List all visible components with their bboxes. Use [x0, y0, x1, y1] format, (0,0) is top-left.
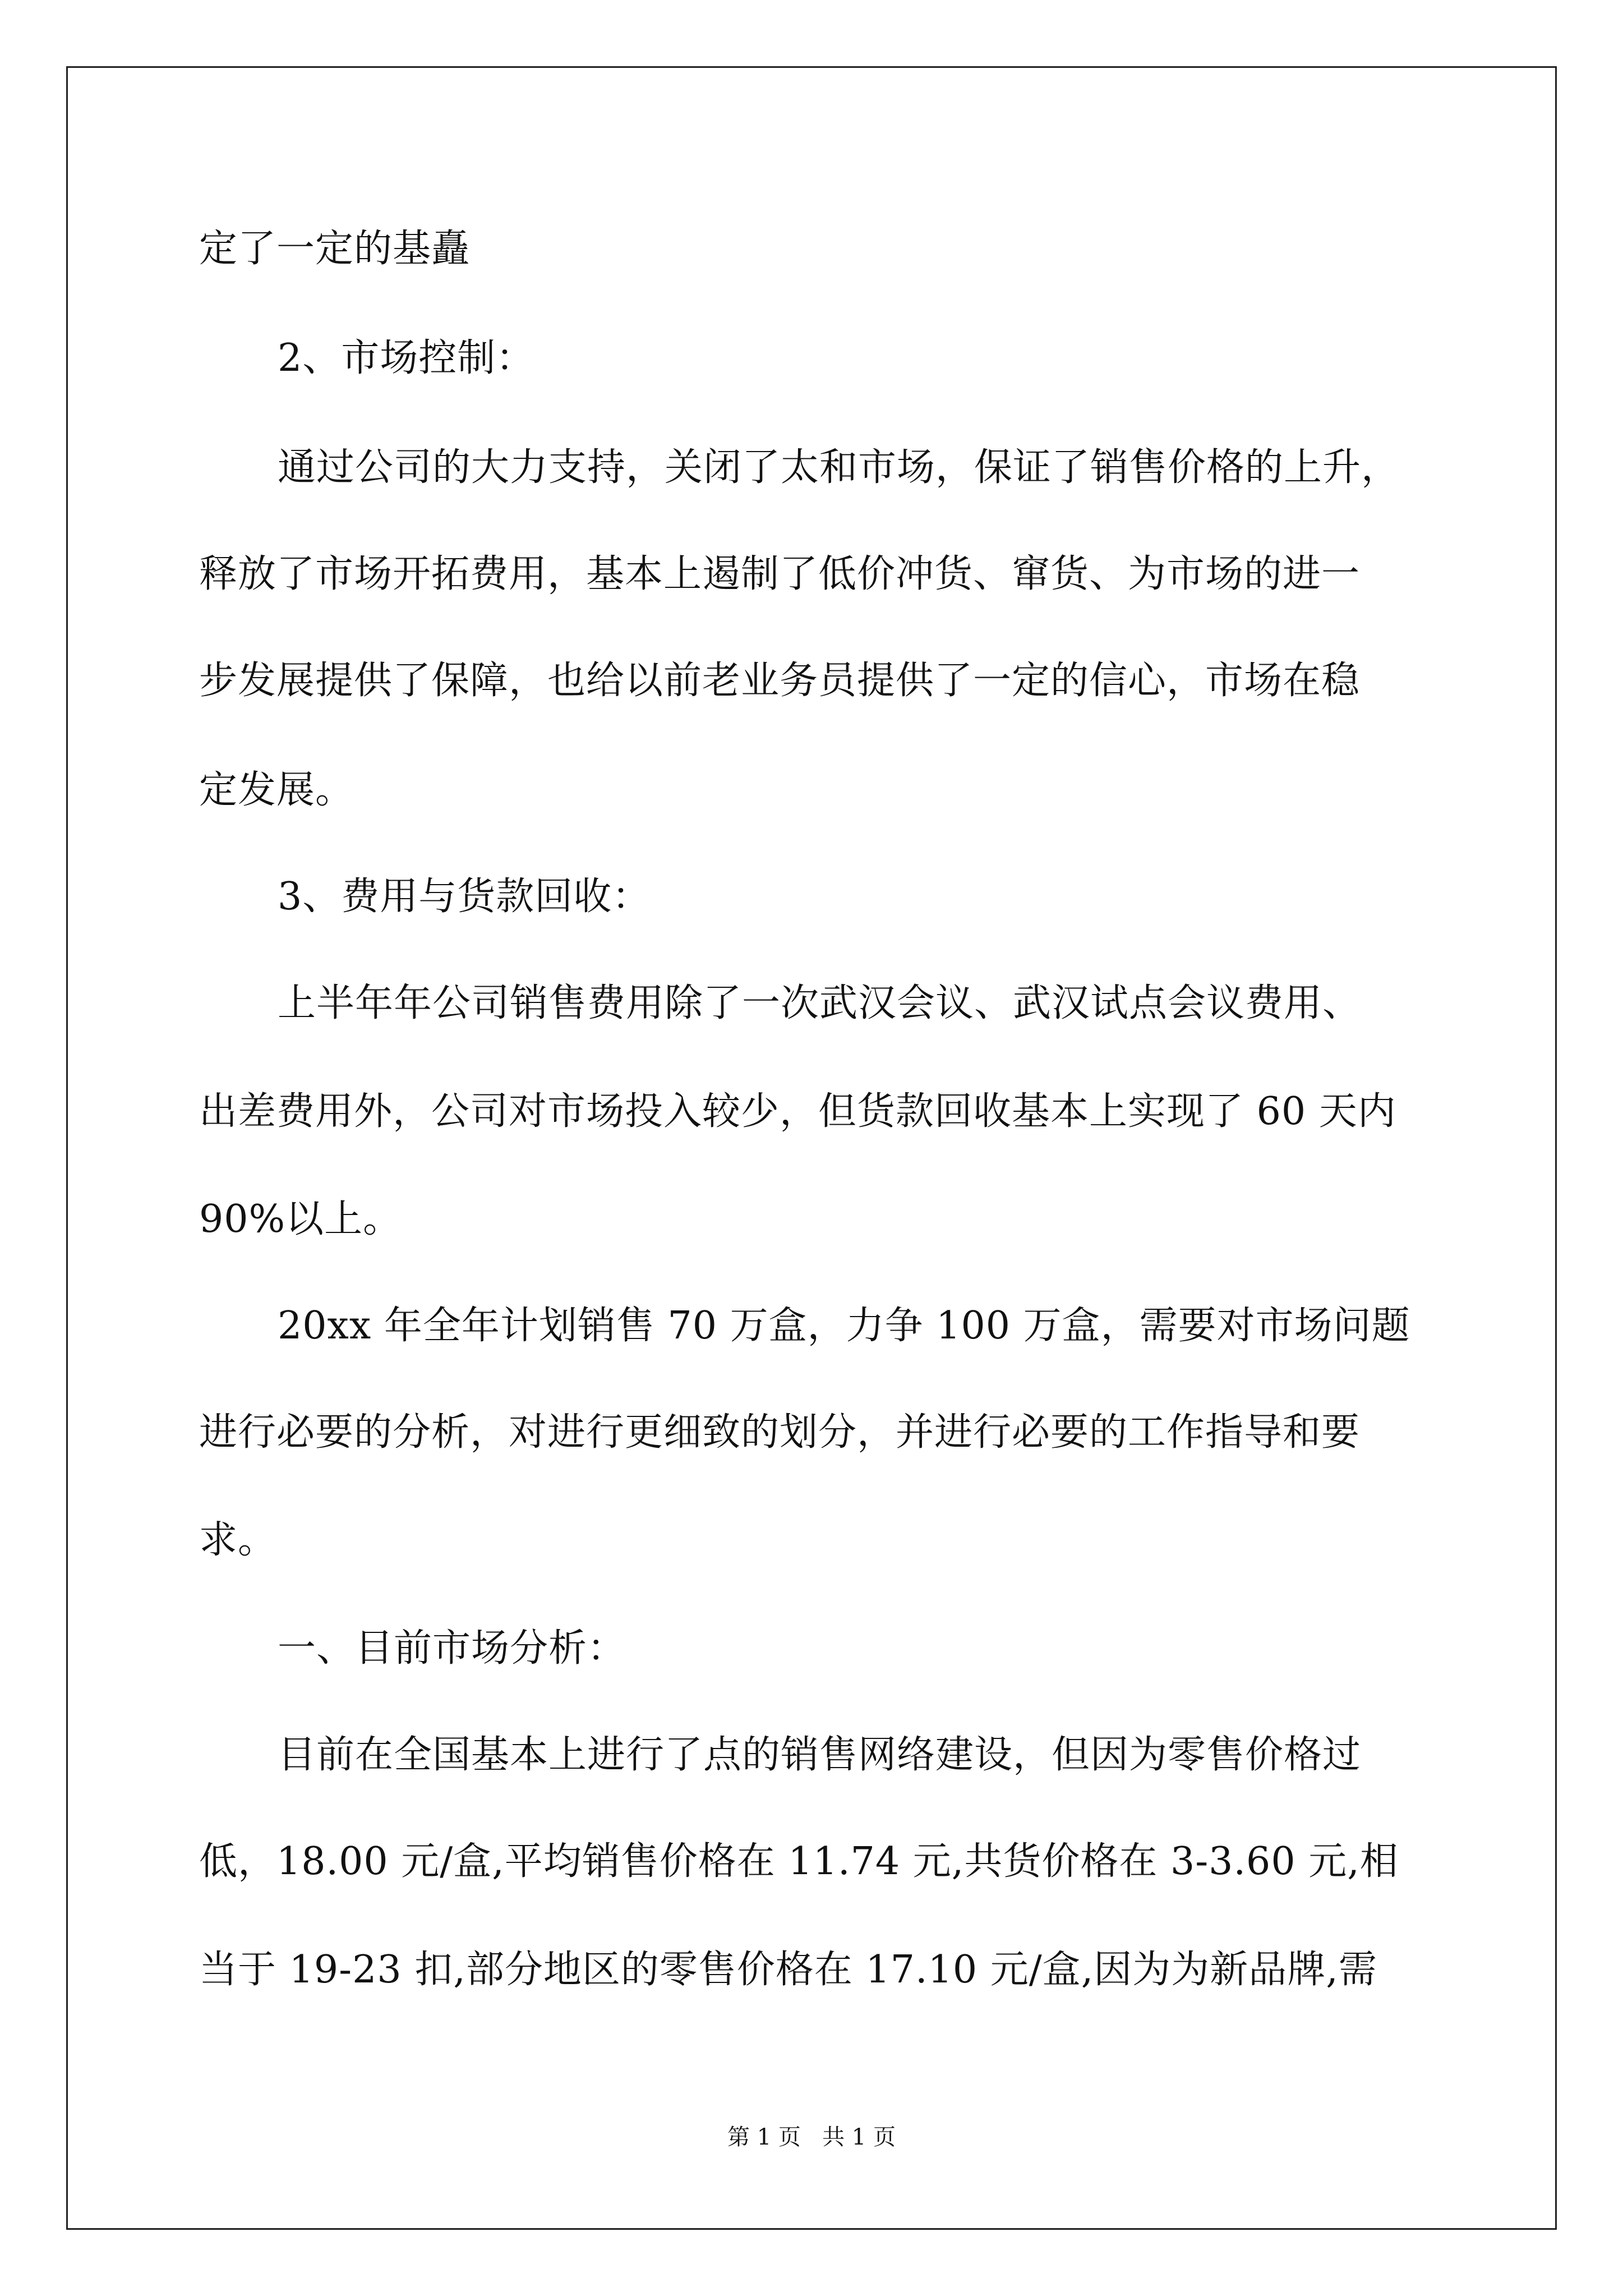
- text-line-16: 低，18.00 元/盒,平均销售价格在 11.74 元,共货价格在 3-3.60 元,相: [199, 1839, 1399, 1884]
- text-line-3: 通过公司的大力支持，关闭了太和市场，保证了销售价格的上升，: [278, 445, 1400, 490]
- text-line-15: 目前在全国基本上进行了点的销售网络建设，但因为零售价格过: [278, 1733, 1362, 1777]
- page-footer: 第 1 页 共 1 页: [727, 2124, 896, 2150]
- section-heading-market-analysis: 一、目前市场分析：: [278, 1626, 626, 1671]
- text-line-6: 定发展。: [199, 768, 354, 812]
- page-border: [66, 66, 1557, 2230]
- section-heading-cost-collection: 3、费用与货款回收：: [278, 875, 651, 919]
- section-heading-market-control: 2、市场控制：: [278, 336, 535, 380]
- text-line-1: 定了一定的基矗: [199, 227, 471, 271]
- text-line-5: 步发展提供了保障，也给以前老业务员提供了一定的信心，市场在稳: [199, 659, 1361, 703]
- text-line-13: 求。: [199, 1518, 277, 1562]
- text-line-10: 90%以上。: [199, 1197, 402, 1241]
- text-line-4: 释放了市场开拓费用，基本上遏制了低价冲货、窜货、为市场的进一: [199, 552, 1361, 596]
- text-line-8: 上半年年公司销售费用除了一次武汉会议、武汉试点会议费用、: [278, 981, 1362, 1025]
- text-line-12: 进行必要的分析，对进行更细致的划分，并进行必要的工作指导和要: [199, 1410, 1361, 1455]
- text-line-11: 20xx 年全年计划销售 70 万盒，力争 100 万盒，需要对市场问题: [278, 1304, 1410, 1348]
- text-line-17: 当于 19-23 扣,部分地区的零售价格在 17.10 元/盒,因为为新品牌,需: [199, 1948, 1377, 1992]
- text-line-9: 出差费用外，公司对市场投入较少，但货款回收基本上实现了 60 天内: [199, 1089, 1396, 1134]
